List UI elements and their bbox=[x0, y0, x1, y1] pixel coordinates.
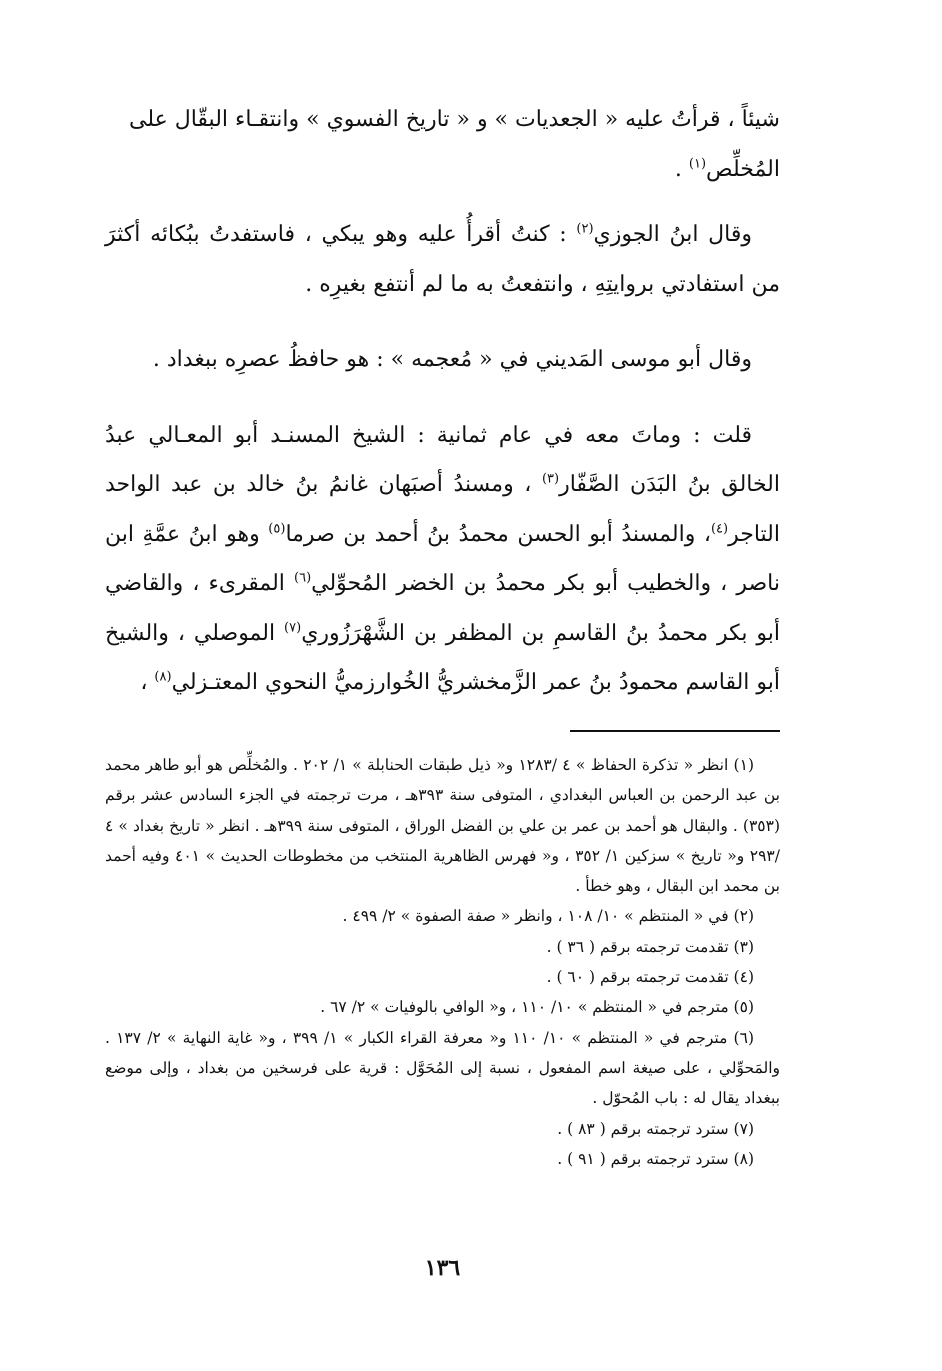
main-text bbox=[105, 95, 780, 708]
footnote-ref-4: (٤) bbox=[710, 521, 729, 537]
paragraph-2 bbox=[105, 210, 780, 309]
footnote-ref-6: (٦) bbox=[294, 570, 312, 586]
page bbox=[105, 95, 780, 1295]
footnote-7: (٧) سترد ترجمته برقم ( ٨٣ ) . bbox=[557, 1119, 754, 1138]
paragraph-3-text: وقال أبو موسى المَديني في « مُعجمه » : هو حافظُ عصرِه ببغداد . bbox=[152, 347, 752, 372]
paragraph-1 bbox=[105, 95, 780, 194]
footnote-ref-3: (٣) bbox=[541, 471, 560, 487]
paragraph-2-rest: : كنتُ أقرأُ عليه وهو يبكي ، فاستفدتُ ببُكائه أكثرَ من استفادتي بروايتِهِ ، وانتفعتُ به ما لم أنتفع بغيرِه . bbox=[105, 222, 780, 297]
footnote-ref-8: (٨) bbox=[154, 669, 172, 685]
paragraph-4-part-d: وهو ابنُ عمَّةِ ابن ناصر ، والخطيب أبو بكر محمدُ بن الخضر المُحوِّلي bbox=[105, 521, 780, 596]
paragraph-2-start: وقال ابنُ الجوزي bbox=[593, 222, 752, 247]
paragraph-1-end: . bbox=[674, 156, 689, 182]
footnote-separator bbox=[570, 730, 780, 732]
paragraph-4-part-e: المقرىء ، والقاضي أبو بكر محمدُ بنُ القاسمِ بن المظفر بن الشَّهْرَزُوري bbox=[105, 571, 781, 646]
footnote-ref-7: (٧) bbox=[284, 620, 302, 636]
paragraph-4-part-g: ، bbox=[140, 670, 155, 695]
paragraph-4-part-a: قلت : وماتَ معه في عام ثمانية : الشيخ المسنـد أبو المعـالي عبدُ الخالق بنُ البَدَن الصَّفّار bbox=[105, 422, 780, 497]
paragraph-3 bbox=[105, 335, 780, 385]
paragraph-4-part-f: الموصلي ، والشيخ أبو القاسم محمودُ بنُ عمر الزَّمخشريُّ الخُوارزميُّ النحوي المعتـزلي bbox=[105, 620, 780, 695]
footnote-1: (١) انظر « تذكرة الحفاظ » ٤ /١٢٨٣ و« ذيل طبقات الحنابلة » ١/ ٢٠٢ . والمُخلِّص هو أبو طاهر محمد بن عبد الرحمن بن العباس البغدادي ، المتوفى سنة ٣٩٣هـ ، مرت ترجمته في الجزء السادس عشر برقم (٣٥٣) . والبقال هو أحمد بن عمر بن علي بن الفضل الوراق ، المتوفى سنة ٣٩٩هـ . انظر « تاريخ بغداد » ٤ /٢٩٣ و« تاريخ » سزكين ١/ ٣٥٢ ، و« فهرس الظاهرية المنتخب من مخطوطات الحديث » ٤٠١ وفيه أحمد بن محمد ابن البقال ، وهو خطأ . bbox=[105, 756, 780, 896]
paragraph-4-part-c: ، والمسندُ أبو الحسن محمدُ بنُ أحمد بن صرما bbox=[285, 521, 711, 547]
footnote-6: (٦) مترجم في « المنتظم » ١٠/ ١١٠ و« معرفة القراء الكبار » ١/ ٣٩٩ ، و« غاية النهاية » ٢/ ١٣٧ . والمَحوِّلي ، على صيغة اسم المفعول ، نسبة إلى المُحَوَّل : قرية على فرسخين من بغداد ، وإلى موضع ببغداد يقال له : باب المُحوّل . bbox=[105, 1028, 780, 1108]
paragraph-1-line-2: المُخلِّص bbox=[706, 156, 780, 182]
footnote-8: (٨) سترد ترجمته برقم ( ٩١ ) . bbox=[557, 1149, 754, 1168]
footnote-5: (٥) مترجم في « المنتظم » ١٠/ ١١٠ ، و« الوافي بالوفيات » ٢/ ٦٧ . bbox=[320, 998, 754, 1017]
paragraph-4 bbox=[105, 411, 780, 708]
footnote-4: (٤) تقدمت ترجمته برقم ( ٦٠ ) . bbox=[546, 968, 754, 987]
footnote-ref-2: (٢) bbox=[576, 221, 594, 237]
paragraph-4-part-b: ، ومسندُ أصبَهان غانمُ بنُ خالد بن عبد الواحد التاجر bbox=[105, 472, 780, 547]
footnote-ref-5: (٥) bbox=[268, 521, 286, 537]
footnotes bbox=[105, 750, 780, 1174]
footnote-2: (٢) في « المنتظم » ١٠/ ١٠٨ ، وانظر « صفة الصفوة » ٢/ ٤٩٩ . bbox=[342, 907, 754, 926]
footnote-ref-1: (١) bbox=[688, 156, 707, 172]
page-number: ١٣٦ bbox=[424, 1255, 461, 1281]
footnote-3: (٣) تقدمت ترجمته برقم ( ٣٦ ) . bbox=[546, 937, 754, 956]
paragraph-1-line-1: شيئاً ، قرأتُ عليه « الجعديات » و « تاريخ الفسوي » وانتقـاء البقّال على bbox=[129, 107, 780, 132]
